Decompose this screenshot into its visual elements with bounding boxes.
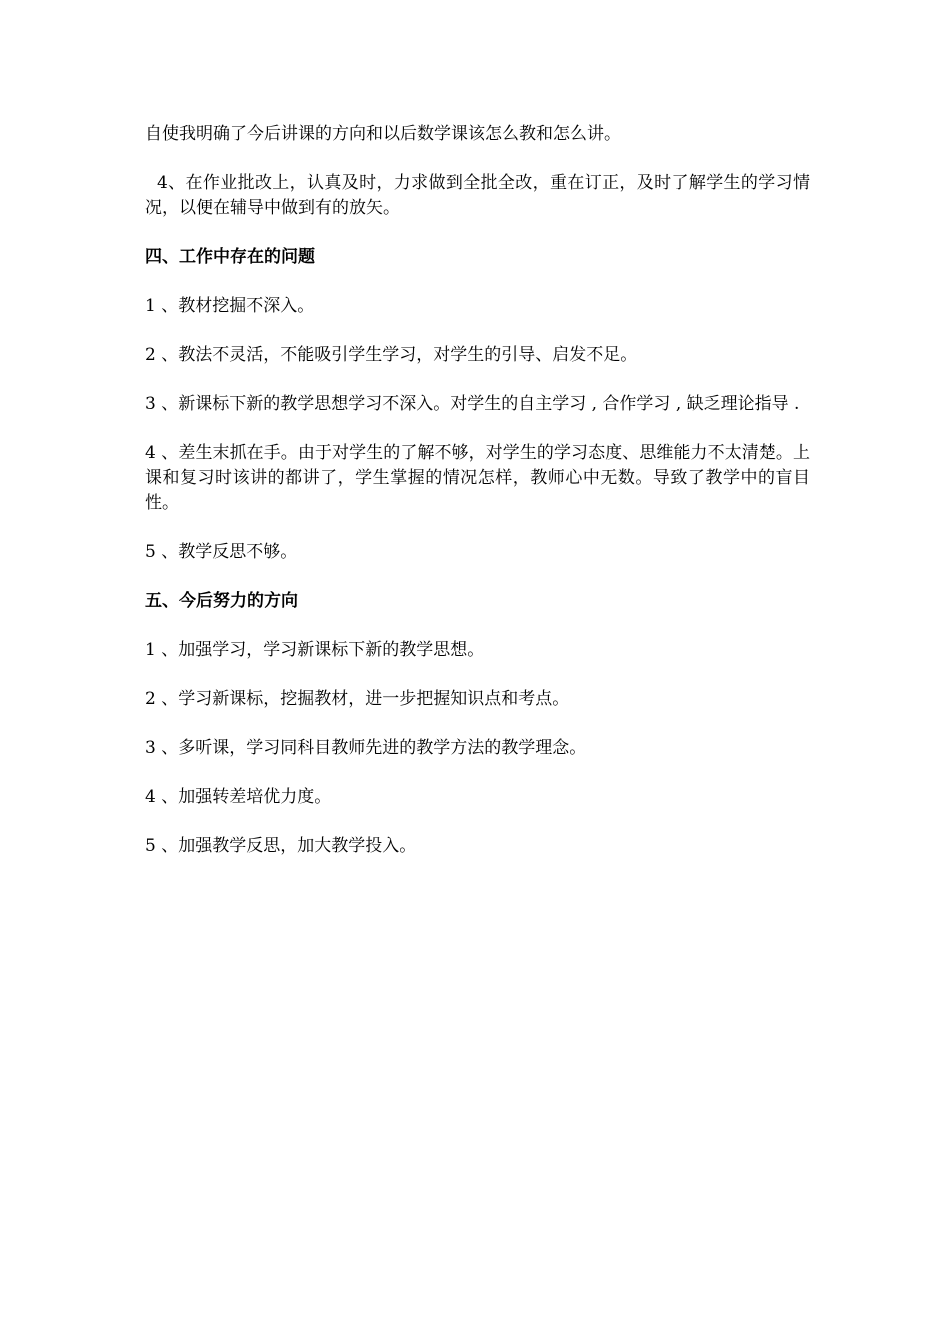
list-item: 3 、多听课，学习同科目教师先进的教学方法的教学理念。 xyxy=(145,738,587,758)
list-item: 4 、差生末抓在手。由于对学生的了解不够，对学生的学习态度、思维能力不太清楚。上课和复习时该讲的都讲了，学生掌握的情况怎样，教师心中无数。导致了教学中的盲目性。 xyxy=(145,443,810,513)
paragraph-continued: 自使我明确了今后讲课的方向和以后数学课该怎么教和怎么讲。 xyxy=(145,124,621,144)
section-heading-future-direction: 五、今后努力的方向 xyxy=(145,591,298,611)
list-item: 2 、教法不灵活，不能吸引学生学习，对学生的引导、启发不足。 xyxy=(145,345,638,365)
list-item: 1 、教材挖掘不深入。 xyxy=(145,296,315,316)
list-item: 2 、学习新课标，挖掘教材，进一步把握知识点和考点。 xyxy=(145,689,570,709)
list-item: 4 、加强转差培优力度。 xyxy=(145,787,332,807)
list-item: 5 、教学反思不够。 xyxy=(145,542,298,562)
section-heading-problems: 四、工作中存在的问题 xyxy=(145,247,315,267)
list-item: 5 、加强教学反思，加大教学投入。 xyxy=(145,836,417,856)
list-item: 1 、加强学习，学习新课标下新的教学思想。 xyxy=(145,640,485,660)
list-item: 3 、新课标下新的教学思想学习不深入。对学生的自主学习 , 合作学习 , 缺乏理论指导 . xyxy=(145,394,800,414)
document-body xyxy=(145,122,810,883)
paragraph-homework-grading: 4、在作业批改上，认真及时，力求做到全批全改，重在订正，及时了解学生的学习情况，以便在辅导中做到有的放矢。 xyxy=(145,173,810,218)
